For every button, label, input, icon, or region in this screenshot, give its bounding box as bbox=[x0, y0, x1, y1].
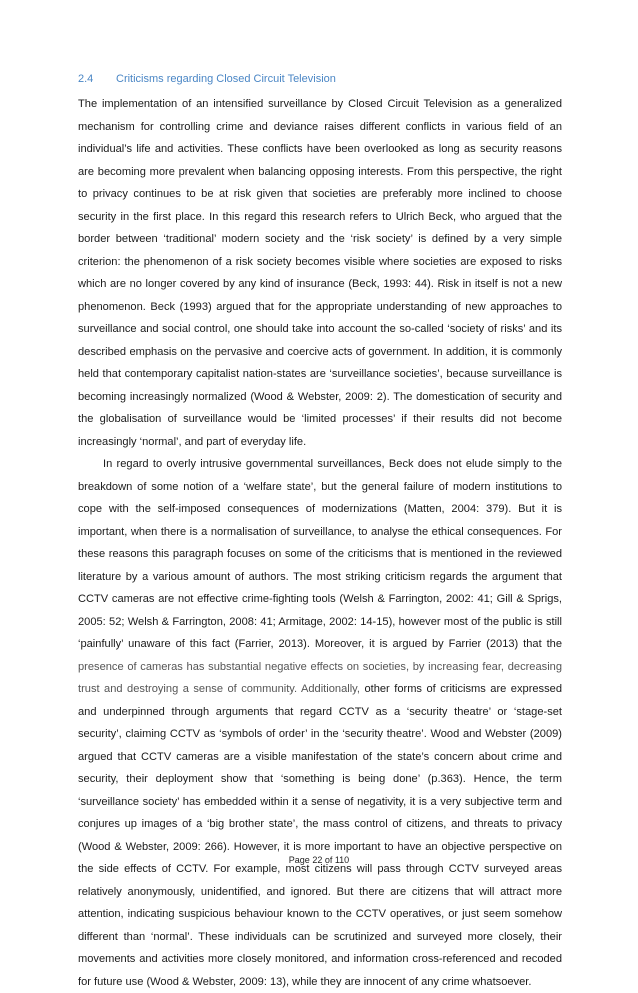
page-number: Page 22 of 110 bbox=[288, 855, 350, 865]
section-number: 2.4 bbox=[78, 73, 94, 85]
paragraph-2 bbox=[78, 453, 562, 993]
section-title: Criticisms regarding Closed Circuit Television bbox=[116, 73, 336, 85]
paragraph-1: The implementation of an intensified surveillance by Closed Circuit Television as a generalized mechanism for controlling crime and deviance raises different conflicts in various field of an individual’s life and activities. These conflicts have been overlooked as long as security reasons are becoming more prevalent when balancing opposing interests. From this perspective, the right to privacy continues to be at risk given that societies are preferably more inclined to choose security in the first place. In this regard this research refers to Ulrich Beck, who argued that the border between ‘traditional’ modern society and the ‘risk society’ is defined by a very simple criterion: the phenomenon of a risk society becomes visible where societies are exposed to risks which are no longer covered by any kind of insurance (Beck, 1993: 44). Risk in itself is not a new phenomenon. Beck (1993) argued that for the appropriate understanding of new approaches to surveillance and social control, one should take into account the so-called ‘society of risks’ and its described emphasis on the pervasive and coercive acts of government. In addition, it is commonly held that contemporary capitalist nation-states are ‘surveillance societies’, because surveillance is becoming increasingly normalized (Wood & Webster, 2009: 2). The domestication of security and the globalisation of surveillance would be ‘limited processes’ if their results did not become increasingly ‘normal’, and part of everyday life. bbox=[78, 98, 562, 448]
paragraph-2-grey-text: presence of cameras has substantial negative effects on societies, by increasing fear, decreasing trust and destroying a sense of community. Additionally, bbox=[78, 660, 562, 695]
paragraph-2-part-a: In regard to overly intrusive governmental surveillances, Beck does not elude simply to the breakdown of some notion of a ‘welfare state’, but the general failure of modern institutions to cope with the self-imposed consequences of modernizations (Matten, 2004: 379). But it is important, when there is a normalisation of surveillance, to analyse the ethical consequences. For these reasons this paragraph focuses on some of the criticisms that is mentioned in the reviewed literature by a various amount of authors. The most striking criticism regards the argument that CCTV cameras are not effective crime-fighting tools (Welsh & Farrington, 2002: 41; Gill & Sprigs, 2005: 52; Welsh & Farrington, 2008: 41; Armitage, 2002: 14-15), however most of the public is still ‘painfully’ unaware of this fact (Farrier, 2013). Moreover, it is argued by Farrier (2013) that the bbox=[78, 458, 562, 650]
section-heading bbox=[78, 72, 562, 86]
paragraph-2-part-b: other forms of criticisms are expressed and underpinned through arguments that regard CCTV as a ‘security theatre’ or ‘stage-set security’, claiming CCTV as ‘symbols of order’ in the ‘security theatre’. Wood and Webster (2009) argued that CCTV cameras are a visible manifestation of the state’s concern about crime and security, their deployment show that ‘something is being done’ (p.363). Hence, the term ‘surveillance society’ has embedded within it a sense of negativity, it is a very subjective term and conjures up images of a ‘big brother state’, the mass control of citizens, and threats to privacy (Wood & Webster, 2009: 266). However, it is more important to have an objective perspective on the side effects of CCTV. For example, most citizens will pass through CCTV surveyed areas relatively anonymously, unidentified, and ignored. But there are citizens that will attract more attention, indicating suspicious behaviour known to the CCTV operatives, or just seem somehow different than ‘normal’. These individuals can be scrutinized and surveyed more closely, their movements and activities more closely monitored, and information cross-referenced and recoded for future use (Wood & Webster, 2009: 13), while they are innocent of any crime whatsoever. bbox=[78, 683, 562, 988]
